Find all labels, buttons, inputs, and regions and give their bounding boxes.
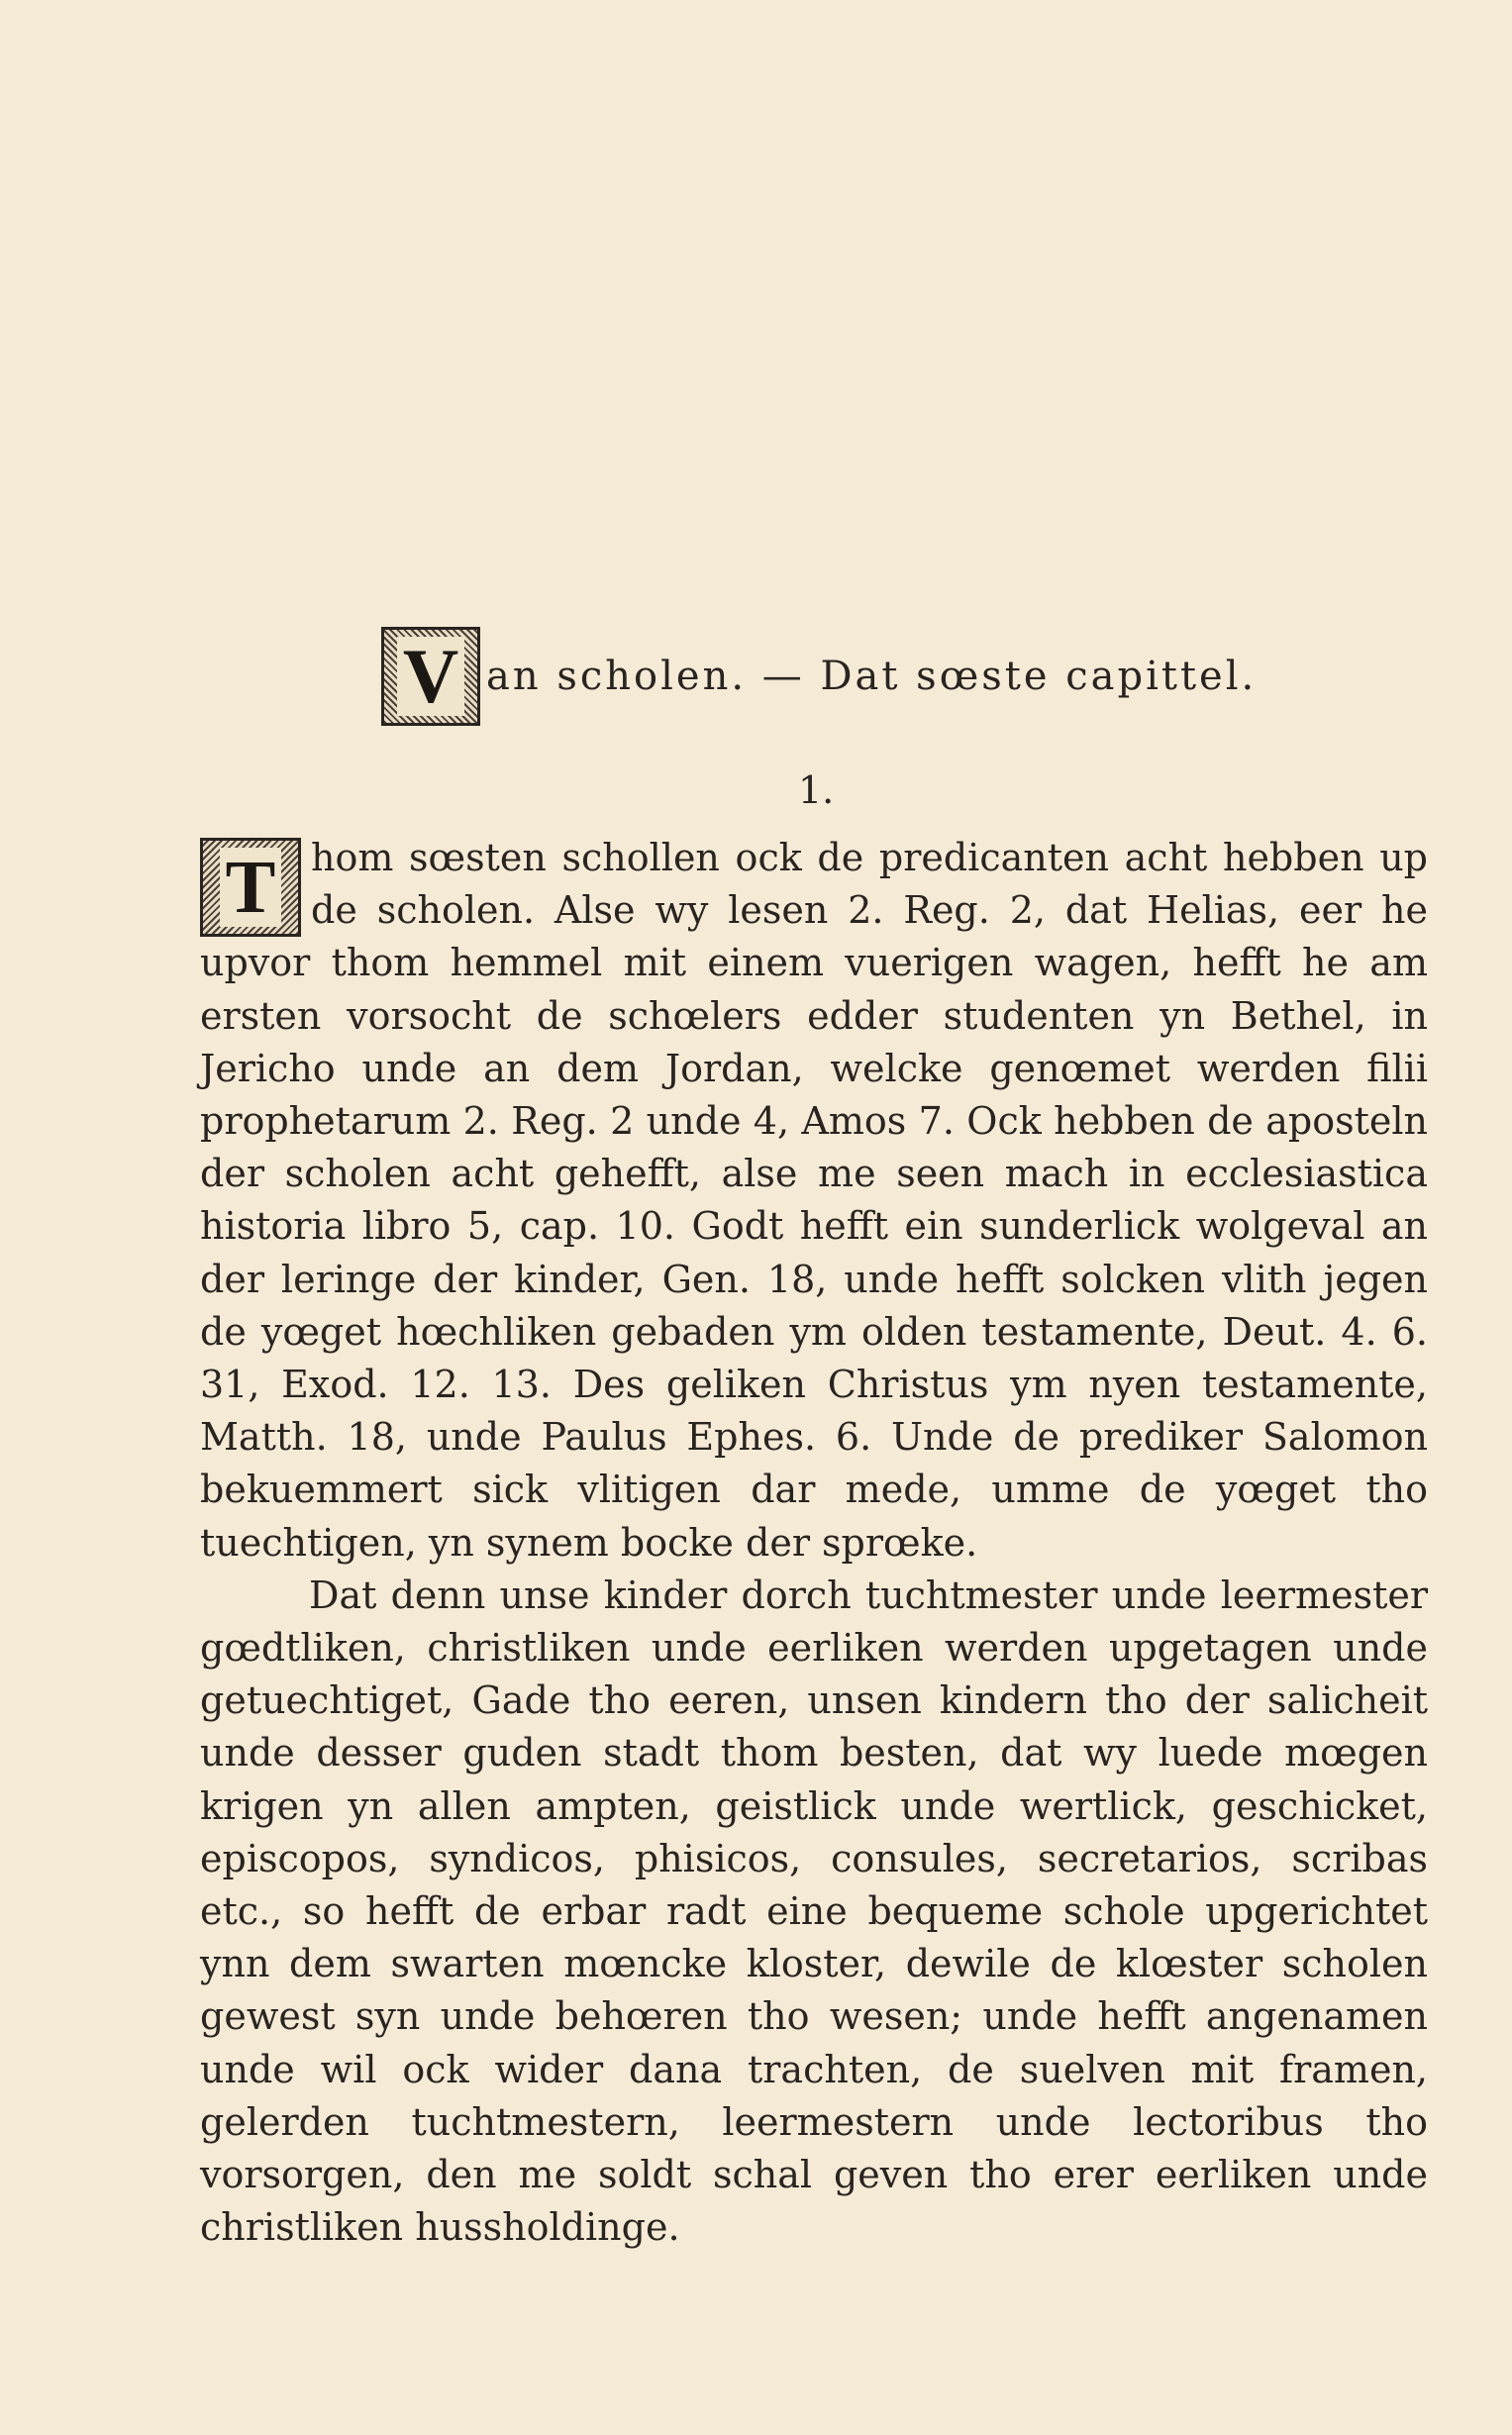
decorated-initial-v: V [381,627,480,726]
decorated-initial-t: T [200,838,301,937]
bleed-through-text [693,198,1287,250]
chapter-title: an scholen. — Dat sœste capittel. [486,654,1258,699]
paragraph-2: Dat denn unse kinder dorch tuchtmester unde leermester gœdtliken, christliken unde eerliken werden upgetagen unde getuechtiget, Gade tho eeren, unsen kindern tho der salicheit unde desser guden stadt thom besten, dat wy luede mœgen krigen yn allen ampten, geistlick unde wertlick, geschicket, episcopos, syndicos, phisicos, consules, secretarios, scribas etc., so hefft de erbar radt eine bequeme schole upgerichtet ynn dem swarten mœncke kloster, dewile de klœster scholen gewest syn unde behœren tho wesen; unde hefft angenamen unde wil ock wider dana trachten, de suelven mit framen, gelerden tuchtmestern, leermestern unde lectoribus tho vorsorgen, den me soldt schal geven tho erer eerliken unde christliken hussholdinge. [200,1573,1428,2250]
paragraph-1: T hom sœsten schollen ock de predicanten acht hebben up de scholen. Alse wy lesen 2. Reg. 2, dat Helias, eer he upvor thom hemmel mit einem vuerigen wagen, hefft he am ersten vorsocht de schœlers edder studenten yn Bethel, in Jericho unde an dem Jordan, welcke genœmet werden filii prophetarum 2. Reg. 2 unde 4, Amos 7. Ock hebben de aposteln der scholen acht gehefft, alse me seen mach in ecclesiastica historia libro 5, cap. 10. Godt hefft ein sunderlick wolgeval an der leringe der kinder, Gen. 18, unde hefft solcken vlith jegen de yœget hœchliken gebaden ym olden testamente, Deut. 4. 6. 31, Exod. 12. 13. Des geliken Christus ym nyen testamente, Matth. 18, unde Paulus Ephes. 6. Unde de prediker Salomon bekuemmert sick vlitigen dar mede, umme de yœget tho tuechtigen, yn synem bocke der sprœke. [200,836,1428,1565]
chapter-heading [381,622,1257,731]
section-number: 1. [798,768,835,812]
body-text [200,832,1428,2254]
